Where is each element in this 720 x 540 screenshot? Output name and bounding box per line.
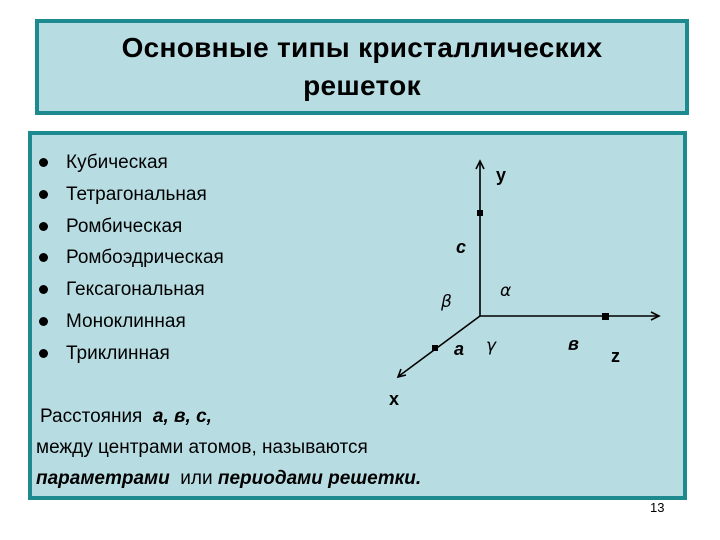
list-item: Кубическая <box>32 147 224 179</box>
angle-label-beta: β <box>441 292 452 312</box>
param-label-a: а <box>454 339 465 359</box>
x-axis-line <box>399 316 480 376</box>
note-term-2: периодами решетки. <box>217 468 422 489</box>
note-or: или <box>180 468 213 489</box>
list-item: Триклинная <box>32 338 224 370</box>
list-item: Ромбическая <box>32 211 224 243</box>
axis-label-z: z <box>611 346 620 366</box>
note-prefix: Расстояния <box>40 406 143 427</box>
list-item: Тетрагональная <box>32 179 224 211</box>
note-params: а, в, с, <box>152 406 212 427</box>
param-label-c: с <box>456 237 467 257</box>
list-item: Гексагональная <box>32 274 224 306</box>
atom-marker-z <box>602 313 609 320</box>
page-number: 13 <box>650 500 665 515</box>
list-item: Ромбоэдрическая <box>32 242 224 274</box>
axis-label-y: у <box>496 165 507 185</box>
angle-label-alpha: α <box>500 281 512 301</box>
atom-marker-x <box>432 345 438 351</box>
atom-marker-y <box>477 210 483 216</box>
list-item: Моноклинная <box>32 306 224 338</box>
param-label-b: в <box>568 334 579 354</box>
axis-label-x: х <box>389 389 400 409</box>
note-line-2: между центрами атомов, называются <box>36 437 368 458</box>
note-term-1: параметрами <box>36 468 170 489</box>
slide-title: Основные типы кристаллических решеток <box>121 32 603 101</box>
angle-label-gamma: γ <box>486 336 497 356</box>
